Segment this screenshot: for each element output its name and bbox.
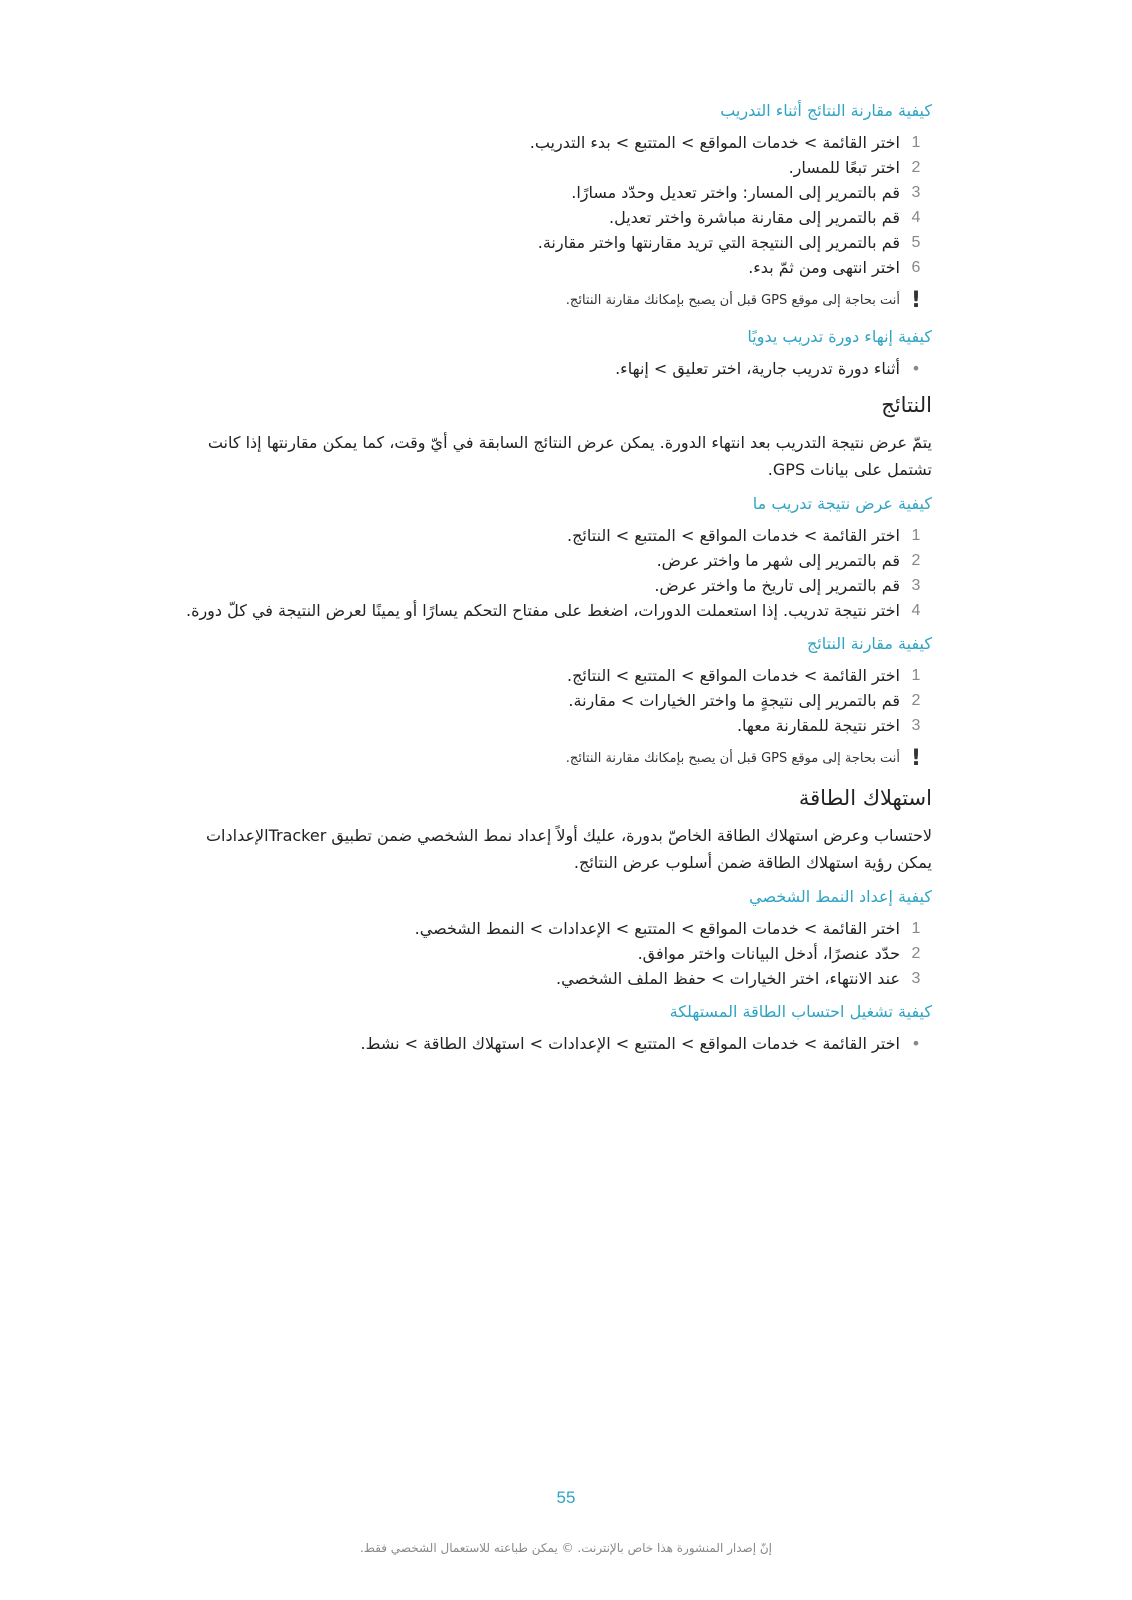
step-item: 2 قم بالتمرير إلى شهر ما واختر عرض. xyxy=(656,551,921,570)
bullet-item: • اختر القائمة > خدمات المواقع > المتتبع > الإعدادات > استهلاك الطاقة > نشط. xyxy=(180,1031,932,1056)
step-item: 1 اختر القائمة > خدمات المواقع > المتتبع > بدء التدريب. xyxy=(529,133,921,152)
section-title: كيفية تشغيل احتساب الطاقة المستهلكة xyxy=(669,1002,932,1021)
section-title: كيفية إعداد النمط الشخصي xyxy=(749,887,932,906)
step-item: 4 قم بالتمرير إلى مقارنة مباشرة واختر تعديل. xyxy=(609,208,921,227)
manual-page xyxy=(180,100,932,1066)
step-item: 2 اختر تبعًا للمسار. xyxy=(788,158,921,177)
note-text: أنت بحاجة إلى موقع GPS قبل أن يصبح بإمكانك مقارنة النتائج. xyxy=(565,293,900,308)
step-item: 1 اختر القائمة > خدمات المواقع > المتتبع > النتائج. xyxy=(567,666,921,685)
step-item: 3 قم بالتمرير إلى تاريخ ما واختر عرض. xyxy=(654,576,921,595)
step-item: 2 حدّد عنصرًا، أدخل البيانات واختر موافق. xyxy=(637,944,921,963)
paragraph: لاحتساب وعرض استهلاك الطاقة الخاصّ بدورة، عليك أولاً إعداد نمط الشخصي ضمن تطبيق Trackerالإعدادات يمكن رؤية استهلاك الطاقة ضمن أسلوب عرض النتائج. xyxy=(205,826,932,872)
step-item: 1 اختر القائمة > خدمات المواقع > المتتبع > الإعدادات > النمط الشخصي. xyxy=(414,919,921,938)
step-item: 3 اختر نتيجة للمقارنة معها. xyxy=(736,716,921,735)
section-title: كيفية مقارنة النتائج xyxy=(806,634,932,653)
note-text: أنت بحاجة إلى موقع GPS قبل أن يصبح بإمكانك مقارنة النتائج. xyxy=(565,751,900,766)
exclamation-icon: ! xyxy=(910,746,922,771)
step-item: 6 اختر انتهى ومن ثمّ بدء. xyxy=(748,258,921,277)
bullet-icon: • xyxy=(911,1034,921,1053)
step-item: 5 قم بالتمرير إلى النتيجة التي تريد مقارنتها واختر مقارنة. xyxy=(537,233,921,252)
bullet-list xyxy=(180,356,932,381)
step-item: 3 قم بالتمرير إلى المسار: واختر تعديل وحدّد مسارًا. xyxy=(571,183,921,202)
step-item: 3 عند الانتهاء، اختر الخيارات > حفظ الملف الشخصي. xyxy=(556,969,921,988)
footer-note: إنّ إصدار المنشورة هذا خاص بالإنترنت. © يمكن طباعته للاستعمال الشخصي فقط. xyxy=(359,1541,773,1555)
section-title: كيفية عرض نتيجة تدريب ما xyxy=(752,494,932,513)
step-item: 1 اختر القائمة > خدمات المواقع > المتتبع > النتائج. xyxy=(567,526,921,545)
step-item: 4 اختر نتيجة تدريب. إذا استعملت الدورات، اضغط على مفتاح التحكم يسارًا أو يمينًا لعرض النتيجة في كلّ دورة. xyxy=(185,601,921,620)
step-list xyxy=(180,523,932,623)
step-item: 2 قم بالتمرير إلى نتيجةٍ ما واختر الخيارات > مقارنة. xyxy=(568,691,921,710)
step-list xyxy=(180,663,932,738)
section-title: كيفية مقارنة النتائج أثناء التدريب xyxy=(720,101,932,120)
step-list xyxy=(180,916,932,991)
exclamation-icon: ! xyxy=(910,288,922,313)
bullet-list xyxy=(180,1031,932,1056)
paragraph: يتمّ عرض نتيجة التدريب بعد انتهاء الدورة. يمكن عرض النتائج السابقة في أيّ وقت، كما يمكن مقارنتها إذا كانت تشتمل على بيانات GPS. xyxy=(207,433,932,479)
bullet-item: • أثناء دورة تدريب جارية، اختر تعليق > إنهاء. xyxy=(180,356,932,381)
page-number: 55 xyxy=(556,1488,576,1507)
section-heading: استهلاك الطاقة xyxy=(798,786,932,810)
step-list xyxy=(180,130,932,280)
section-title: كيفية إنهاء دورة تدريب يدويًا xyxy=(747,327,932,346)
note-box xyxy=(180,290,932,312)
section-heading: النتائج xyxy=(881,393,932,417)
note-box xyxy=(180,748,932,770)
bullet-icon: • xyxy=(911,359,921,378)
